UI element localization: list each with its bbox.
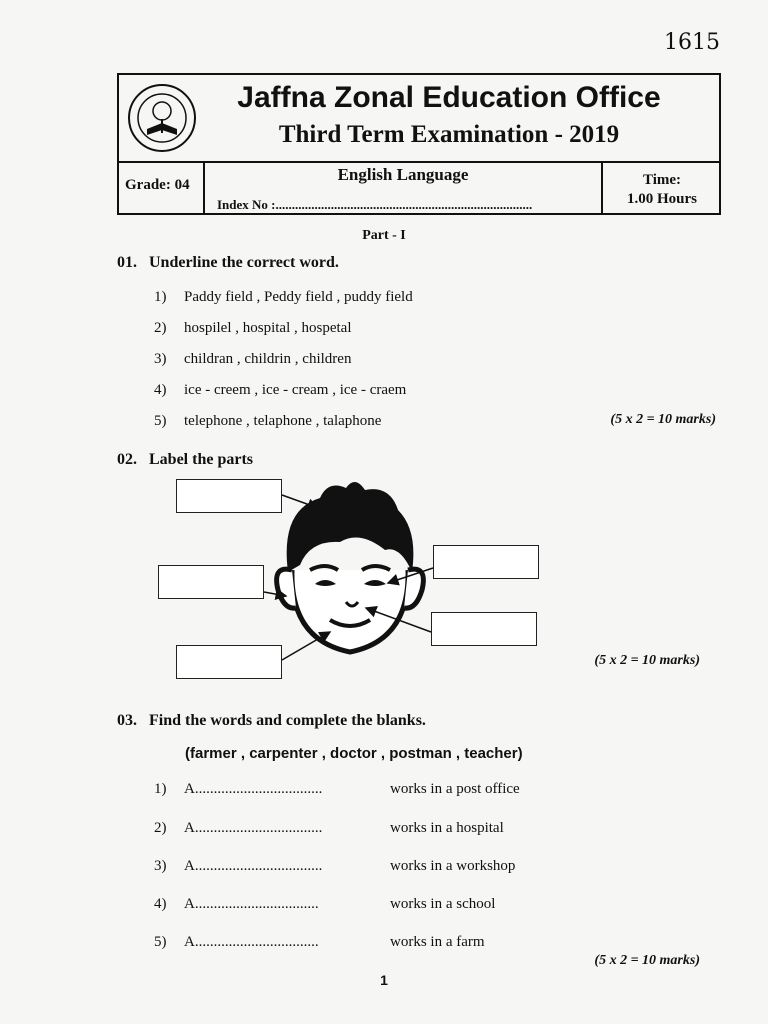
- page-number: 1: [380, 972, 388, 988]
- question-number: 01.: [117, 254, 137, 271]
- marks-label: (5 x 2 = 10 marks): [610, 412, 716, 427]
- word-choices[interactable]: childran , childrin , children: [184, 351, 352, 367]
- question-instruction: Underline the correct word.: [149, 254, 339, 271]
- list-item: 2) A.................................. works in a hospital: [154, 820, 504, 836]
- marks-label: (5 x 2 = 10 marks): [594, 953, 700, 968]
- answer-blank[interactable]: A..................................: [184, 858, 323, 874]
- marks-label: (5 x 2 = 10 marks): [594, 653, 700, 668]
- grade-label: Grade: 04: [119, 161, 205, 215]
- header-title-area: [119, 75, 719, 163]
- word-choices[interactable]: Paddy field , Peddy field , puddy field: [184, 289, 413, 305]
- word-bank: (farmer , carpenter , doctor , postman , teacher): [185, 745, 523, 762]
- office-title: Jaffna Zonal Education Office: [237, 81, 661, 114]
- time-cell: [603, 161, 721, 215]
- list-item: 4) ice - creem , ice - cream , ice - craem: [154, 382, 407, 398]
- list-item: 5) telephone , telaphone , talaphone: [154, 413, 382, 429]
- question-number: 03.: [117, 712, 137, 729]
- list-item: 3) A.................................. works in a workshop: [154, 858, 516, 874]
- subject-cell: [205, 161, 603, 215]
- word-choices[interactable]: hospilel , hospital , hospetal: [184, 320, 352, 336]
- word-choices[interactable]: ice - creem , ice - cream , ice - craem: [184, 382, 407, 398]
- answer-blank[interactable]: A.................................: [184, 896, 319, 912]
- question-2-heading: [117, 451, 253, 469]
- paper-code: 1615: [664, 30, 720, 55]
- list-item: 1) Paddy field , Peddy field , puddy field: [154, 289, 413, 305]
- part-heading: Part - I: [362, 228, 406, 243]
- subject-label: English Language: [337, 165, 469, 184]
- question-instruction: Label the parts: [149, 451, 253, 468]
- exam-title: Third Term Examination - 2019: [278, 121, 620, 148]
- question-instruction: Find the words and complete the blanks.: [149, 712, 426, 729]
- answer-blank[interactable]: A..................................: [184, 781, 323, 797]
- index-number-field[interactable]: Index No :...............................................................................: [217, 197, 533, 212]
- time-label: Time:: [642, 172, 682, 188]
- question-3-heading: [117, 712, 426, 730]
- list-item: 5) A................................. works in a farm: [154, 934, 485, 950]
- face-diagram: [150, 470, 550, 690]
- list-item: 4) A................................. works in a school: [154, 896, 496, 912]
- word-choices[interactable]: telephone , telaphone , talaphone: [184, 413, 382, 429]
- answer-blank[interactable]: A.................................: [184, 934, 319, 950]
- time-value: 1.00 Hours: [626, 191, 697, 207]
- question-number: 02.: [117, 451, 137, 468]
- question-1-heading: [117, 254, 339, 272]
- exam-header: [117, 73, 721, 215]
- list-item: 1) A.................................. works in a post office: [154, 781, 520, 797]
- list-item: 3) childran , childrin , children: [154, 351, 352, 367]
- list-item: 2) hospilel , hospital , hospetal: [154, 320, 352, 336]
- answer-blank[interactable]: A..................................: [184, 820, 323, 836]
